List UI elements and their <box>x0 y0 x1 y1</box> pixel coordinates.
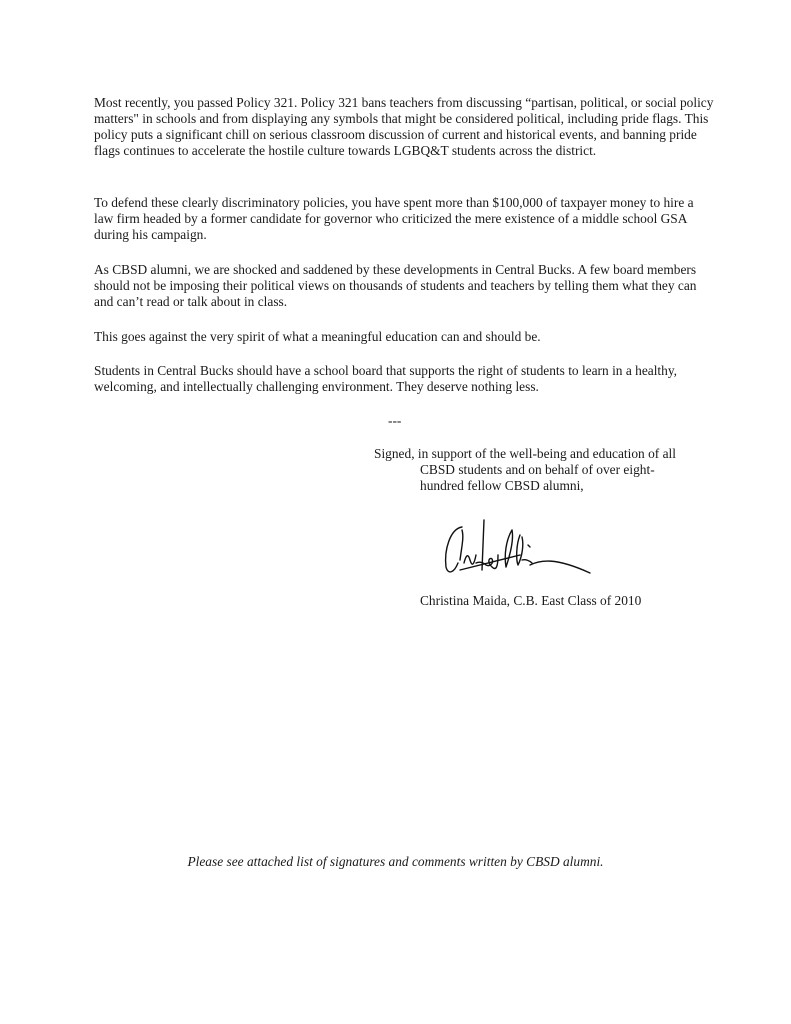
closing-block <box>374 446 714 494</box>
paragraph-spirit-of-education: This goes against the very spirit of what a meaningful education can and should be. <box>94 329 541 344</box>
attachment-note: Please see attached list of signatures and comments written by CBSD alumni. <box>187 854 604 869</box>
paragraph-students-deserve: Students in Central Bucks should have a school board that supports the right of students to learn in a healthy, welcoming, and intellectually challenging environment. They deserve nothing less. <box>94 363 678 394</box>
paragraph-policy-321: Most recently, you passed Policy 321. Policy 321 bans teachers from discussing “partisan, political, or social policy matters" in schools and from displaying any symbols that might be considered political, including pride flags. This policy puts a significant chill on serious classroom discussion of current and historical events, and banning pride flags continues to accelerate the hostile culture towards LGBQ&T students across the district. <box>94 95 714 158</box>
handwritten-signature <box>440 515 600 580</box>
paragraph-alumni-shocked: As CBSD alumni, we are shocked and saddened by these developments in Central Bucks. A few board members should not be imposing their political views on thousands of students and teachers by telling them what they can and can’t read or talk about in class. <box>94 262 697 309</box>
signer-name: Christina Maida, C.B. East Class of 2010 <box>420 593 642 608</box>
section-separator: --- <box>388 413 402 428</box>
closing-line-3: hundred fellow CBSD alumni, <box>420 478 584 493</box>
closing-line-1: Signed, in support of the well-being and education of all <box>374 446 676 461</box>
paragraph-law-firm: To defend these clearly discriminatory policies, you have spent more than $100,000 of taxpayer money to hire a law firm headed by a former candidate for governor who criticized the mere existence of a middle school GSA during his campaign. <box>94 195 694 242</box>
closing-line-2: CBSD students and on behalf of over eight- <box>420 462 655 477</box>
